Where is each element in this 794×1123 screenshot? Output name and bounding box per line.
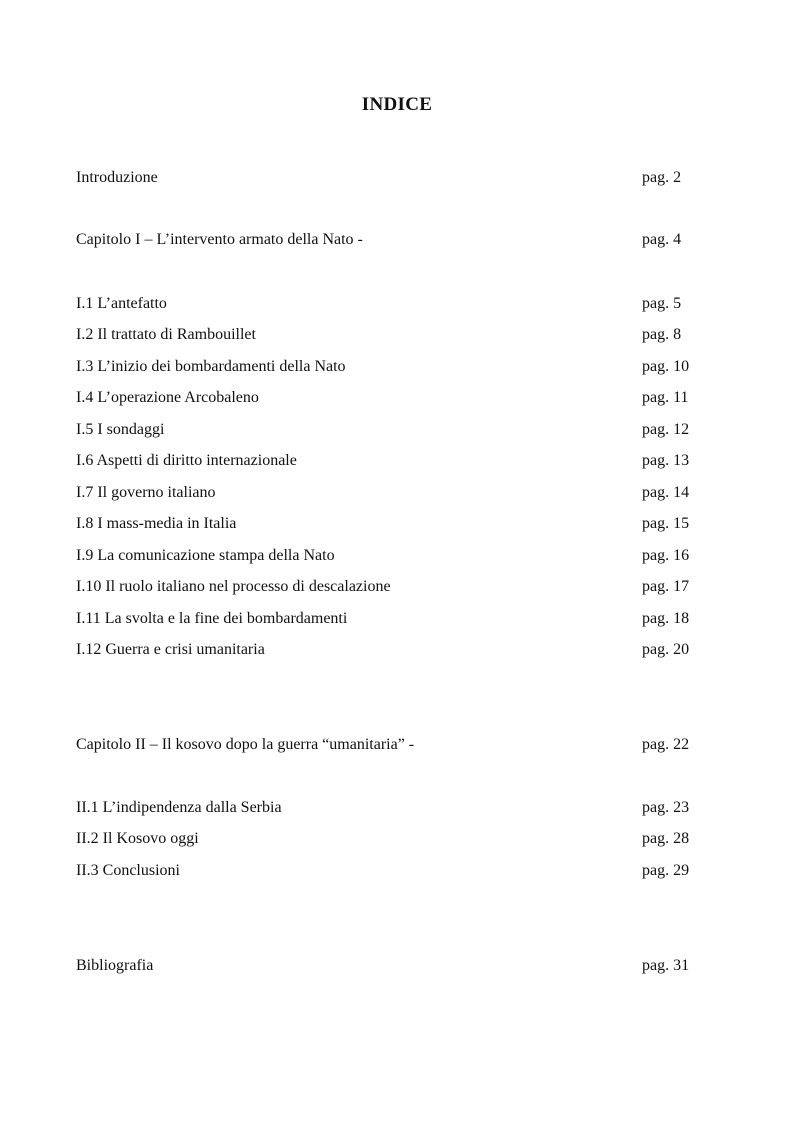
toc-entry-label: II.3 Conclusioni: [76, 862, 180, 879]
toc-entry-label: I.4 L’operazione Arcobaleno: [76, 389, 259, 406]
toc-entry-page: pag. 28: [642, 830, 690, 847]
toc-entry-page: pag. 23: [642, 799, 690, 816]
toc-entry-label: I.8 I mass-media in Italia: [76, 515, 237, 532]
toc-entry-page: pag. 17: [642, 578, 690, 595]
toc-entry-page: pag. 2: [642, 169, 682, 186]
toc-entry-label: Bibliografia: [76, 957, 154, 974]
page-title: INDICE: [361, 94, 433, 115]
toc-entry-page: pag. 22: [642, 736, 690, 753]
toc-entry-label: I.7 Il governo italiano: [76, 484, 216, 501]
toc-entry-page: pag. 12: [642, 421, 690, 438]
toc-entry-label: Introduzione: [76, 169, 158, 186]
toc-entry-label: I.11 La svolta e la fine dei bombardamenti: [76, 610, 348, 627]
toc-entry-page: pag. 13: [642, 452, 690, 469]
toc-entry-page: pag. 20: [642, 641, 690, 658]
toc-entry-label: I.10 Il ruolo italiano nel processo di descalazione: [76, 578, 391, 595]
toc-entry-label: I.2 Il trattato di Rambouillet: [76, 326, 256, 343]
toc-entry-label: Capitolo I – L’intervento armato della Nato -: [76, 231, 363, 248]
toc-entry-page: pag. 10: [642, 358, 690, 375]
toc-entry-label: I.9 La comunicazione stampa della Nato: [76, 547, 335, 564]
toc-entry-label: II.1 L’indipendenza dalla Serbia: [76, 799, 282, 816]
toc-entry-page: pag. 16: [642, 547, 690, 564]
toc-entry-page: pag. 31: [642, 957, 690, 974]
toc-entry-page: pag. 14: [642, 484, 690, 501]
toc-entry-label: II.2 Il Kosovo oggi: [76, 830, 199, 847]
toc-entry-page: pag. 29: [642, 862, 690, 879]
toc-entry-label: I.6 Aspetti di diritto internazionale: [76, 452, 297, 469]
toc-entry-page: pag. 4: [642, 231, 682, 248]
toc-entry-label: Capitolo II – Il kosovo dopo la guerra “umanitaria” -: [76, 736, 415, 753]
toc-entry-page: pag. 11: [642, 389, 689, 406]
toc-entry-page: pag. 18: [642, 610, 690, 627]
toc-entry-label: I.3 L’inizio dei bombardamenti della Nato: [76, 358, 346, 375]
toc-entry-page: pag. 15: [642, 515, 690, 532]
toc-entry-page: pag. 8: [642, 326, 682, 343]
toc-entry-page: pag. 5: [642, 295, 682, 312]
toc-entry-label: I.5 I sondaggi: [76, 421, 165, 438]
toc-entry-label: I.12 Guerra e crisi umanitaria: [76, 641, 265, 658]
toc-entry-label: I.1 L’antefatto: [76, 295, 167, 312]
